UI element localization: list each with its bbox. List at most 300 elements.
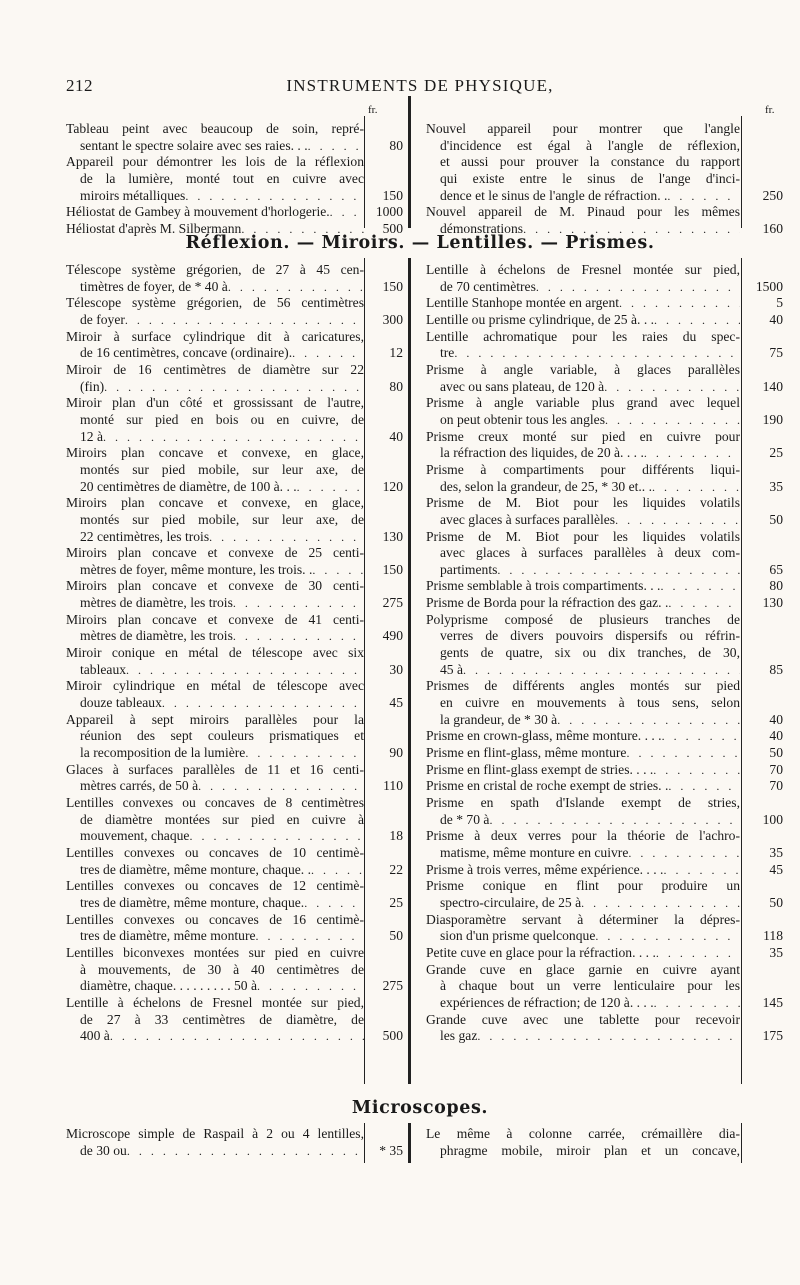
price: 65 <box>769 561 783 577</box>
column-rule <box>364 116 365 228</box>
entry-line <box>426 379 740 396</box>
leader-dots <box>581 895 740 912</box>
entry-text: les gaz <box>440 1028 478 1044</box>
entry-line: Miroir conique en métal de télescope avec six <box>66 645 364 661</box>
entry-line: Prisme de M. Biot pour les liquides volatils <box>426 528 740 544</box>
entry-line <box>426 945 740 962</box>
leader-dots <box>605 412 740 429</box>
leader-dots <box>626 745 740 762</box>
entry-line: Prisme à angle variable, à glaces parallèles <box>426 361 740 377</box>
entry-text: matisme, même monture en cuivre <box>440 844 629 860</box>
column-rule <box>408 258 411 1084</box>
entry-text: diamètre, chaque. . . . . . . . . 50 à <box>80 978 258 994</box>
column-rule <box>408 1123 411 1163</box>
price-spacer <box>364 412 403 429</box>
price: 35 <box>769 944 783 960</box>
entry-text: 22 centimètres, les trois <box>80 528 210 544</box>
price: 70 <box>769 761 783 777</box>
leader-dots <box>536 279 740 296</box>
leader-dots <box>233 595 364 612</box>
price-spacer <box>364 362 403 379</box>
price-spacer <box>742 978 783 995</box>
entry-line: Miroir à surface cylindrique dit à caricatures, <box>66 328 364 344</box>
entry-text: dence et le sinus de l'angle de réfraction. . <box>440 187 668 203</box>
middle-left-prices <box>364 262 403 1045</box>
entry-line <box>66 562 364 579</box>
price: 150 <box>382 278 403 294</box>
leader-dots <box>660 578 740 595</box>
price: 190 <box>762 411 783 427</box>
entry-text: de 30 ou <box>80 1142 127 1158</box>
price: 130 <box>382 528 403 544</box>
entry-line: verres de divers pouvoirs dispersifs ou réfrin- <box>440 628 740 644</box>
entry-text: mètres de diamètre, les trois <box>80 628 233 644</box>
catalog-entry <box>426 612 740 679</box>
price-spacer <box>742 154 783 171</box>
leader-dots <box>256 928 364 945</box>
entry-line <box>426 512 740 529</box>
entry-line: Nouvel appareil pour montrer que l'angle <box>426 121 740 136</box>
catalog-entry <box>426 1126 740 1159</box>
entry-text: avec glaces à surfaces parallèles <box>440 511 616 527</box>
section-heading-microscopes: Microscopes. <box>351 1098 489 1118</box>
entry-line: montés sur pied mobile, sur leur axe, de <box>80 511 364 527</box>
entry-line <box>426 345 740 362</box>
price-spacer <box>742 138 783 155</box>
entry-line: Tableau peint avec beaucoup de soin, repré- <box>66 121 364 136</box>
leader-dots <box>662 728 740 745</box>
entry-line: Lentille à échelons de Fresnel montée sur pied, <box>66 994 364 1010</box>
entry-text: de 70 centimètres <box>440 278 536 294</box>
catalog-entry <box>66 878 364 911</box>
price-spacer <box>364 445 403 462</box>
catalog-entry <box>66 612 364 645</box>
entry-line: de 27 à 33 centimètres de diamètre, de <box>80 1011 364 1027</box>
price-spacer <box>364 262 403 279</box>
entry-text: mètres de foyer, même monture, les trois. . <box>80 561 313 577</box>
entry-line: Lentilles convexes ou concaves de 8 centimètres <box>66 795 364 810</box>
entry-line: de diamètre montées sur pied en cuivre à <box>80 811 364 827</box>
price: 40 <box>389 428 403 444</box>
price: 100 <box>762 811 783 827</box>
entry-line: Lentille à échelons de Fresnel montée sur pied, <box>426 262 740 277</box>
entry-line <box>426 279 740 296</box>
entry-line: Nouvel appareil de M. Pinaud pour les mêmes <box>426 204 740 220</box>
leader-dots <box>292 345 364 362</box>
entry-line: Miroirs plan concave et convexe de 30 centi- <box>66 578 364 594</box>
entry-line: réunion des sept couleurs prismatiques et <box>80 728 364 744</box>
price: 30 <box>389 661 403 677</box>
leader-dots <box>104 379 364 396</box>
price: 275 <box>382 595 403 611</box>
price: 140 <box>762 378 783 394</box>
price-spacer <box>364 795 403 812</box>
price-spacer <box>742 362 783 379</box>
section-heading-reflexion: Réflexion. — Miroirs. — Lentilles. — Prismes. <box>185 233 655 253</box>
leader-dots <box>668 595 740 612</box>
catalog-entry <box>66 395 364 445</box>
catalog-entry <box>426 462 740 495</box>
entry-line: Glaces à surfaces parallèles de 11 et 16 centi- <box>66 761 364 777</box>
entry-line <box>66 529 364 546</box>
entry-line: Prisme conique en flint pour produire un <box>426 878 740 894</box>
entry-line <box>426 778 740 795</box>
entry-line <box>66 204 364 221</box>
leader-dots <box>667 188 740 205</box>
price-spacer <box>364 1126 403 1143</box>
catalog-entry <box>66 121 364 154</box>
entry-line: Miroirs plan concave et convexe de 25 centi- <box>66 545 364 561</box>
leader-dots <box>654 312 740 329</box>
entry-text: 400 à <box>80 1028 110 1044</box>
leader-dots <box>312 562 364 579</box>
price: 25 <box>769 445 783 461</box>
unit-label-right: fr. <box>765 104 775 116</box>
catalog-entry <box>426 745 740 762</box>
entry-line: monté sur pied en bois ou en cuivre, de <box>80 411 364 427</box>
price-spacer <box>364 495 403 512</box>
catalog-entry <box>66 329 364 362</box>
leader-dots <box>595 928 740 945</box>
column-rule <box>364 258 365 1084</box>
top-right-entries <box>426 121 740 238</box>
entry-line: Prisme creux monté sur pied en cuivre pour <box>426 428 740 444</box>
leader-dots <box>308 138 364 155</box>
entry-line <box>66 978 364 995</box>
price-spacer <box>364 395 403 412</box>
entry-line: Prisme en spath d'Islande exempt de stries, <box>426 795 740 810</box>
catalog-entry <box>66 795 364 845</box>
entry-line <box>66 928 364 945</box>
catalog-entry <box>426 1012 740 1045</box>
leader-dots <box>489 812 740 829</box>
catalog-entry <box>426 362 740 395</box>
entry-line <box>426 578 740 595</box>
entry-line: en cuivre en mouvements à tous sens, selon <box>440 695 740 711</box>
price-spacer <box>364 512 403 529</box>
leader-dots <box>304 895 364 912</box>
entry-text: tres de diamètre, même monture, chaque. <box>80 894 305 910</box>
price: 40 <box>769 728 783 744</box>
entry-line: Appareil pour démontrer les lois de la réflexion <box>66 154 364 170</box>
catalog-entry <box>66 445 364 495</box>
entry-line: gents de quatre, six ou dix tranches, de 30, <box>440 645 740 661</box>
price: 80 <box>389 378 403 394</box>
catalog-entry <box>66 495 364 545</box>
catalog-entry <box>66 945 364 995</box>
price-spacer <box>742 395 783 412</box>
price-spacer <box>364 812 403 829</box>
entry-text: Héliostat de Gambey à mouvement d'horlogerie. <box>66 204 330 220</box>
price-spacer <box>364 545 403 562</box>
entry-line: Prismes de différents angles montés sur pied <box>426 678 740 694</box>
price: 35 <box>769 478 783 494</box>
catalog-entry <box>426 962 740 1012</box>
leader-dots <box>628 845 740 862</box>
bottom-right-entries <box>426 1126 740 1159</box>
middle-right-prices <box>742 262 783 1045</box>
price-spacer <box>364 578 403 595</box>
entry-text: on peut obtenir tous les angles <box>440 411 605 427</box>
leader-dots <box>652 479 740 496</box>
price: 18 <box>389 828 403 844</box>
leader-dots <box>209 529 364 546</box>
top-left-entries <box>66 121 364 238</box>
entry-text: la grandeur, de * 30 à <box>440 711 558 727</box>
entry-text: de * 70 à <box>440 811 490 827</box>
entry-text: Prisme en flint-glass exempt de stries. . . . <box>426 761 654 777</box>
price-spacer <box>742 545 783 562</box>
leader-dots <box>189 828 364 845</box>
price-spacer <box>364 712 403 729</box>
entry-line: Miroir cylindrique en métal de télescope avec <box>66 678 364 694</box>
catalog-entry <box>426 529 740 579</box>
price-spacer <box>364 154 403 171</box>
price-spacer <box>364 995 403 1012</box>
price: 145 <box>762 994 783 1010</box>
price-spacer <box>364 962 403 979</box>
price: 250 <box>762 187 783 203</box>
catalog-entry <box>426 578 740 595</box>
entry-text: miroirs métalliques <box>80 187 186 203</box>
entry-line <box>426 762 740 779</box>
price-spacer <box>364 678 403 695</box>
price: 118 <box>763 928 783 944</box>
price: 35 <box>769 844 783 860</box>
entry-line: Prisme à compartiments pour différents liqui- <box>426 461 740 477</box>
entry-line <box>66 895 364 912</box>
entry-line <box>426 595 740 612</box>
unit-label-left: fr. <box>368 104 378 116</box>
entry-text: la réfraction des liquides, de 20 à. . . . <box>440 445 644 461</box>
entry-line <box>426 812 740 829</box>
entry-line <box>66 379 364 396</box>
price: 150 <box>382 561 403 577</box>
price: 275 <box>382 978 403 994</box>
price: 1500 <box>755 278 783 294</box>
middle-left-entries <box>66 262 364 1045</box>
entry-line <box>426 295 740 312</box>
price-spacer <box>742 429 783 446</box>
price-spacer <box>742 204 783 221</box>
leader-dots <box>654 995 740 1012</box>
entry-text: Prisme de Borda pour la réfraction des gaz. . <box>426 595 669 611</box>
entry-text: avec ou sans plateau, de 120 à <box>440 378 605 394</box>
entry-line: qui existe entre le sinus de l'ange d'inci- <box>440 170 740 186</box>
entry-line: Lentilles convexes ou concaves de 12 centimè- <box>66 878 364 894</box>
entry-line <box>66 628 364 645</box>
leader-dots <box>663 862 740 879</box>
leader-dots <box>463 662 740 679</box>
price: 300 <box>382 311 403 327</box>
catalog-entry <box>66 295 364 328</box>
entry-text: 45 à <box>440 661 464 677</box>
entry-text: Lentille Stanhope montée en argent <box>426 295 620 311</box>
price: * 35 <box>379 1142 403 1158</box>
leader-dots <box>185 188 364 205</box>
leader-dots <box>668 778 740 795</box>
catalog-entry <box>66 712 364 762</box>
leader-dots <box>125 312 364 329</box>
leader-dots <box>615 512 740 529</box>
entry-text: tres de diamètre, même monture, chaque. . <box>80 861 312 877</box>
entry-line <box>426 445 740 462</box>
entry-text: 12 à <box>80 428 104 444</box>
catalog-entry <box>426 678 740 728</box>
price: 50 <box>389 928 403 944</box>
entry-line: et aussi pour prouver la constance du rapport <box>440 154 740 170</box>
catalog-entry <box>426 862 740 879</box>
leader-dots <box>127 1143 364 1160</box>
leader-dots <box>330 204 364 221</box>
catalog-entry <box>426 828 740 861</box>
entry-text: Héliostat d'après M. Silbermann <box>66 220 242 236</box>
catalog-entry <box>66 1126 364 1159</box>
entry-line: Le même à colonne carrée, crémaillère dia- <box>426 1126 740 1141</box>
price: 120 <box>382 478 403 494</box>
entry-text: de 16 centimètres, concave (ordinaire). <box>80 345 293 361</box>
entry-text: mètres de diamètre, les trois <box>80 595 233 611</box>
bottom-left-entries <box>66 1126 364 1159</box>
column-rule <box>741 1123 742 1163</box>
entry-text: tableaux <box>80 661 127 677</box>
price: 40 <box>769 711 783 727</box>
entry-line <box>426 995 740 1012</box>
entry-line: Miroir de 16 centimètres de diamètre sur 22 <box>66 361 364 377</box>
catalog-entry <box>426 878 740 911</box>
entry-line: Diasporamètre servant à déterminer la dépres- <box>426 911 740 927</box>
price-spacer <box>364 121 403 138</box>
entry-text: de foyer <box>80 311 125 327</box>
entry-line <box>66 1143 364 1160</box>
entry-text: sentant le spectre solaire avec ses raies. . . <box>80 137 308 153</box>
entry-line <box>426 895 740 912</box>
price: 150 <box>382 187 403 203</box>
entry-line <box>66 279 364 296</box>
price: 500 <box>382 220 403 236</box>
entry-line <box>426 728 740 745</box>
price-spacer <box>742 962 783 979</box>
price: 22 <box>389 861 403 877</box>
leader-dots <box>653 762 740 779</box>
price-spacer <box>364 728 403 745</box>
leader-dots <box>126 662 364 679</box>
entry-line: Miroirs plan concave et convexe, en glace, <box>66 495 364 511</box>
entry-line: Lentille achromatique pour les raies du spec- <box>426 328 740 344</box>
entry-line <box>66 745 364 762</box>
entry-line: Prisme à deux verres pour la théorie de l'achro- <box>426 828 740 844</box>
entry-text: douze tableaux <box>80 695 162 711</box>
catalog-entry <box>426 795 740 828</box>
top-right-prices <box>742 121 783 238</box>
price-spacer <box>742 529 783 546</box>
price: 110 <box>383 778 403 794</box>
entry-line <box>66 778 364 795</box>
entry-line <box>426 662 740 679</box>
column-rule <box>741 116 742 228</box>
catalog-entry <box>426 945 740 962</box>
catalog-entry <box>426 395 740 428</box>
price: 5 <box>776 295 783 311</box>
entry-line: Grande cuve avec une tablette pour recevoir <box>426 1011 740 1027</box>
entry-line <box>426 479 740 496</box>
entry-line <box>426 845 740 862</box>
price-spacer <box>742 912 783 929</box>
price: 130 <box>762 595 783 611</box>
price-spacer <box>364 462 403 479</box>
price-spacer <box>364 762 403 779</box>
entry-line: Appareil à sept miroirs parallèles pour la <box>66 711 364 727</box>
catalog-entry <box>426 262 740 295</box>
price-spacer <box>364 645 403 662</box>
catalog-entry <box>426 495 740 528</box>
page-number: 212 <box>66 76 93 95</box>
leader-dots <box>557 712 740 729</box>
price: 45 <box>389 695 403 711</box>
price: 50 <box>769 511 783 527</box>
leader-dots <box>297 479 364 496</box>
entry-line <box>66 595 364 612</box>
entry-line <box>426 312 740 329</box>
entry-text: Petite cuve en glace pour la réfraction. . . . <box>426 944 656 960</box>
leader-dots <box>245 745 364 762</box>
entry-line: phragme mobile, miroir plan et un concave, <box>440 1142 740 1158</box>
price: 500 <box>382 1028 403 1044</box>
leader-dots <box>110 1028 364 1045</box>
leader-dots <box>604 379 740 396</box>
leader-dots <box>619 295 740 312</box>
entry-line <box>66 695 364 712</box>
price-spacer <box>742 628 783 645</box>
catalog-entry <box>426 595 740 612</box>
entry-text: sion d'un prisme quelconque <box>440 928 596 944</box>
price-spacer <box>364 878 403 895</box>
leader-dots <box>497 562 740 579</box>
leader-dots <box>228 279 364 296</box>
entry-line <box>426 928 740 945</box>
price: 40 <box>769 311 783 327</box>
price-spacer <box>364 845 403 862</box>
entry-line <box>66 828 364 845</box>
entry-line <box>66 429 364 446</box>
catalog-entry <box>66 912 364 945</box>
leader-dots <box>103 429 364 446</box>
entry-line <box>426 862 740 879</box>
entry-text: tre <box>440 345 455 361</box>
page-header <box>60 76 780 98</box>
price: 50 <box>769 745 783 761</box>
catalog-entry <box>426 295 740 312</box>
catalog-entry <box>66 762 364 795</box>
catalog-entry <box>426 329 740 362</box>
leader-dots <box>454 345 740 362</box>
entry-text: spectro-circulaire, de 25 à <box>440 894 582 910</box>
price: 50 <box>769 894 783 910</box>
running-title: INSTRUMENTS DE PHYSIQUE, <box>286 76 554 95</box>
entry-line <box>426 712 740 729</box>
entry-line: à mouvements, de 30 à 40 centimètres de <box>80 961 364 977</box>
leader-dots <box>257 978 364 995</box>
price-spacer <box>742 121 783 138</box>
price-spacer <box>364 171 403 188</box>
entry-line <box>66 138 364 155</box>
entry-text: la recomposition de la lumière <box>80 745 246 761</box>
price-spacer <box>742 612 783 629</box>
entry-line <box>426 188 740 205</box>
entry-line: Prisme à angle variable plus grand avec lequel <box>426 395 740 411</box>
entry-line <box>66 862 364 879</box>
catalog-entry <box>426 312 740 329</box>
